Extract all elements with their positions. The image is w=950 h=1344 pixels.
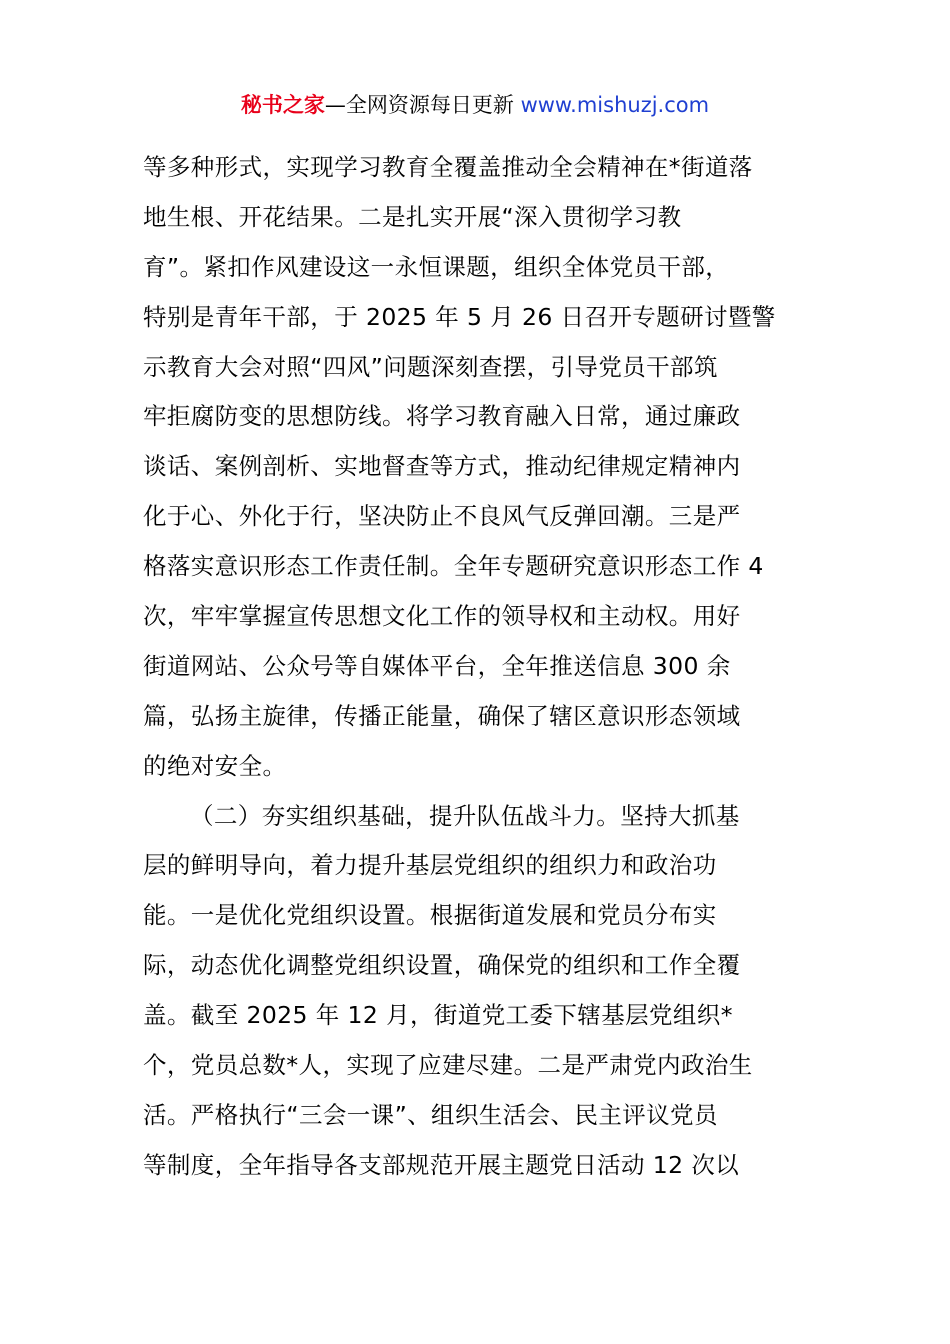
body-line: 际，动态优化调整党组织设置，确保党的组织和工作全覆 — [143, 951, 741, 980]
body-line: 个，党员总数*人，实现了应建尽建。二是严肃党内政治生 — [143, 1051, 753, 1080]
section-heading-line: （二）夯实组织基础，提升队伍战斗力。坚持大抓基 — [190, 801, 740, 830]
body-line: 牢拒腐防变的思想防线。将学习教育融入日常，通过廉政 — [143, 402, 741, 431]
document-body — [143, 143, 813, 1191]
body-line: 街道网站、公众号等自媒体平台，全年推送信息 300 余 — [143, 651, 731, 680]
body-line: 的绝对安全。 — [143, 751, 287, 780]
body-line: 次，牢牢掌握宣传思想文化工作的领导权和主动权。用好 — [143, 602, 741, 631]
body-line: 示教育大会对照“四风”问题深刻查摆，引导党员干部筑 — [143, 352, 718, 381]
body-line: 谈话、案例剖析、实地督查等方式，推动纪律规定精神内 — [143, 452, 741, 481]
header-brand: 秘书之家 — [240, 93, 325, 117]
header-tagline: —全网资源每日更新 — [324, 93, 521, 117]
body-line: 格落实意识形态工作责任制。全年专题研究意识形态工作 4 — [143, 552, 764, 581]
body-line: 等制度，全年指导各支部规范开展主题党日活动 12 次以 — [143, 1150, 740, 1179]
body-line: 活。严格执行“三会一课”、组织生活会、民主评议党员 — [143, 1100, 718, 1129]
body-line: 能。一是优化党组织设置。根据街道发展和党员分布实 — [143, 901, 717, 930]
body-line: 等多种形式，实现学习教育全覆盖推动全会精神在*街道落 — [143, 153, 753, 181]
body-line: 特别是青年干部，于 2025 年 5 月 26 日召开专题研讨暨警 — [143, 302, 776, 331]
body-line: 层的鲜明导向，着力提升基层党组织的组织力和政治功 — [143, 851, 717, 880]
body-line: 地生根、开花结果。二是扎实开展“深入贯彻学习教 — [143, 202, 682, 231]
header-url-link[interactable]: www.mishuzj.com — [520, 93, 710, 117]
page-header — [0, 88, 950, 122]
body-line: 篇，弘扬主旋律，传播正能量，确保了辖区意识形态领域 — [143, 701, 741, 730]
body-line: 盖。截至 2025 年 12 月，街道党工委下辖基层党组织* — [143, 1001, 733, 1030]
body-line: 化于心、外化于行，坚决防止不良风气反弹回潮。三是严 — [143, 502, 741, 531]
body-line: 育”。紧扣作风建设这一永恒课题，组织全体党员干部， — [143, 252, 730, 281]
